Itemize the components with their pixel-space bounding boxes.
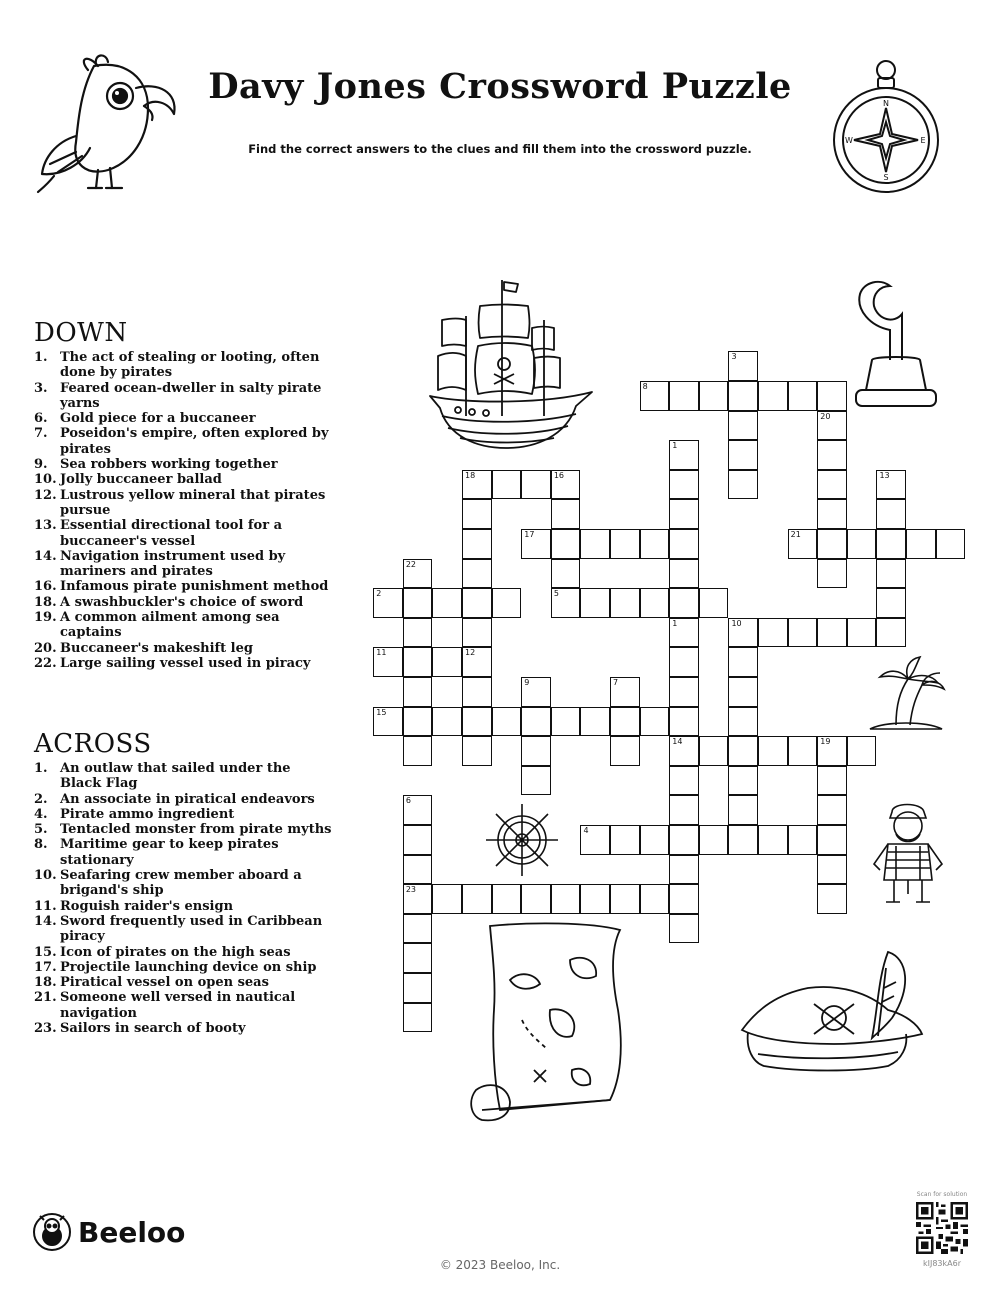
grid-cell[interactable] — [492, 884, 522, 914]
clue-text: Infamous pirate punishment method — [60, 579, 329, 595]
grid-cell[interactable] — [817, 795, 847, 825]
grid-cell[interactable] — [817, 766, 847, 796]
cell-number: 20 — [820, 411, 831, 421]
down-clue — [34, 549, 334, 580]
across-clue — [34, 807, 334, 822]
grid-cell[interactable] — [817, 499, 847, 529]
clue-number: 18. — [34, 594, 57, 610]
across-clue — [34, 822, 334, 837]
across-clue — [34, 960, 334, 975]
grid-cell[interactable] — [817, 618, 847, 648]
down-clue — [34, 656, 334, 671]
cell-number: 23 — [405, 885, 417, 895]
grid-cell[interactable] — [817, 825, 847, 855]
grid-cell[interactable] — [669, 795, 699, 825]
grid-cell[interactable] — [403, 618, 433, 648]
grid-cell[interactable] — [551, 707, 581, 737]
parrot-icon — [36, 52, 186, 197]
cell-number: 13 — [879, 470, 890, 480]
grid-cell[interactable] — [758, 825, 788, 855]
grid-cell[interactable] — [462, 647, 492, 677]
across-clue — [34, 975, 334, 990]
grid-cell[interactable] — [403, 795, 433, 825]
clue-number: 10. — [34, 868, 57, 884]
clue-text: Large sailing vessel used in piracy — [60, 655, 311, 671]
grid-cell[interactable] — [788, 736, 818, 766]
grid-cell[interactable] — [403, 825, 433, 855]
compass-e: E — [920, 136, 926, 145]
clue-number: 5. — [34, 822, 48, 838]
clue-text: An associate in piratical endeavors — [60, 791, 315, 807]
compass-w: W — [845, 136, 853, 145]
grid-cell[interactable] — [551, 470, 581, 500]
cell-number: 1 — [672, 618, 678, 628]
grid-cell[interactable] — [788, 381, 818, 411]
grid-cell[interactable] — [610, 884, 640, 914]
grid-cell[interactable] — [876, 529, 906, 559]
down-clue — [34, 595, 334, 610]
clue-text: Jolly buccaneer ballad — [60, 472, 222, 488]
clue-number: 15. — [34, 944, 57, 960]
grid-cell[interactable] — [669, 647, 699, 677]
across-clue — [34, 761, 334, 792]
grid-cell[interactable] — [462, 884, 492, 914]
grid-cell[interactable] — [699, 588, 729, 618]
grid-cell[interactable] — [876, 499, 906, 529]
grid-cell[interactable] — [788, 825, 818, 855]
grid-cell[interactable] — [403, 943, 433, 973]
clue-number: 19. — [34, 610, 57, 626]
clue-text: Sea robbers working together — [60, 457, 278, 473]
grid-cell[interactable] — [669, 855, 699, 885]
cell-number: 18 — [465, 470, 476, 480]
grid-cell[interactable] — [492, 470, 522, 500]
down-clue — [34, 472, 334, 487]
grid-cell[interactable] — [728, 351, 758, 381]
grid-cell[interactable] — [699, 736, 729, 766]
cell-number: 9 — [524, 678, 530, 688]
grid-cell[interactable] — [847, 736, 877, 766]
grid-cell[interactable] — [640, 381, 670, 411]
down-clue — [34, 411, 334, 426]
grid-cell[interactable] — [699, 825, 729, 855]
grid-cell[interactable] — [728, 470, 758, 500]
down-clue — [34, 350, 334, 381]
grid-cell[interactable] — [669, 677, 699, 707]
grid-cell[interactable] — [521, 766, 551, 796]
treasure-map-icon — [470, 920, 630, 1125]
grid-cell[interactable] — [876, 618, 906, 648]
brand-name: Beeloo — [78, 1215, 186, 1249]
down-clue-list — [34, 350, 334, 671]
bee-icon — [32, 1212, 72, 1252]
clue-number: 1. — [34, 761, 48, 776]
grid-cell[interactable] — [817, 470, 847, 500]
grid-cell[interactable] — [728, 440, 758, 470]
cell-number: 14 — [672, 737, 683, 747]
down-clue — [34, 579, 334, 594]
clue-text: Lustrous yellow mineral that pirates pursue — [60, 487, 326, 518]
down-clue — [34, 381, 334, 412]
grid-cell[interactable] — [817, 884, 847, 914]
across-clue — [34, 792, 334, 807]
clue-number: 4. — [34, 806, 48, 822]
down-clue — [34, 426, 334, 457]
grid-cell[interactable] — [432, 588, 462, 618]
clue-number: 18. — [34, 975, 57, 991]
compass-icon — [826, 58, 946, 193]
grid-cell[interactable] — [403, 914, 433, 944]
clue-number: 9. — [34, 457, 48, 473]
grid-cell[interactable] — [728, 647, 758, 677]
grid-cell[interactable] — [432, 884, 462, 914]
clue-text: Maritime gear to keep pirates stationary — [60, 837, 279, 868]
clue-number: 13. — [34, 518, 57, 534]
compass-n: N — [883, 99, 889, 108]
grid-cell[interactable] — [521, 736, 551, 766]
across-clue — [34, 837, 334, 868]
grid-cell[interactable] — [521, 677, 551, 707]
across-clue — [34, 990, 334, 1021]
grid-cell[interactable] — [403, 647, 433, 677]
grid-cell[interactable] — [728, 677, 758, 707]
across-heading: ACROSS — [34, 729, 152, 759]
clue-text: Feared ocean-dweller in salty pirate yarns — [60, 380, 322, 411]
grid-cell[interactable] — [462, 618, 492, 648]
grid-cell[interactable] — [462, 470, 492, 500]
grid-cell[interactable] — [817, 529, 847, 559]
grid-cell[interactable] — [521, 707, 551, 737]
cell-number: 21 — [790, 530, 801, 540]
grid-cell[interactable] — [699, 381, 729, 411]
clue-number: 7. — [34, 426, 48, 442]
grid-cell[interactable] — [640, 825, 670, 855]
pirate-man-icon — [870, 798, 946, 910]
grid-cell[interactable] — [669, 884, 699, 914]
grid-cell[interactable] — [728, 618, 758, 648]
grid-cell[interactable] — [492, 707, 522, 737]
grid-cell[interactable] — [758, 618, 788, 648]
grid-cell[interactable] — [403, 559, 433, 589]
across-clue — [34, 868, 334, 899]
clue-text: Navigation instrument used by mariners and pirates — [60, 548, 286, 580]
grid-cell[interactable] — [728, 766, 758, 796]
grid-cell[interactable] — [432, 707, 462, 737]
cell-number: 6 — [405, 796, 411, 806]
grid-cell[interactable] — [640, 707, 670, 737]
clue-number: 14. — [34, 548, 57, 564]
grid-cell[interactable] — [669, 381, 699, 411]
grid-cell[interactable] — [403, 855, 433, 885]
cell-number: 22 — [405, 559, 417, 569]
clue-text: Piratical vessel on open seas — [60, 975, 269, 991]
clue-text: Tentacled monster from pirate myths — [60, 822, 332, 838]
pirate-ship-icon — [426, 276, 596, 461]
clue-number: 3. — [34, 380, 48, 396]
grid-cell[interactable] — [551, 499, 581, 529]
qr-code-icon[interactable] — [916, 1202, 968, 1254]
clue-number: 12. — [34, 487, 57, 503]
grid-cell[interactable] — [847, 529, 877, 559]
grid-cell[interactable] — [669, 736, 699, 766]
clue-text: Pirate ammo ingredient — [60, 806, 235, 822]
across-clues-panel — [34, 729, 334, 1036]
clue-number: 23. — [34, 1021, 57, 1037]
grid-cell[interactable] — [403, 588, 433, 618]
grid-cell[interactable] — [728, 411, 758, 441]
clue-number: 1. — [34, 350, 48, 365]
grid-cell[interactable] — [432, 647, 462, 677]
grid-cell[interactable] — [936, 529, 966, 559]
compass-s: S — [883, 173, 889, 182]
copyright: © 2023 Beeloo, Inc. — [439, 1258, 561, 1272]
grid-cell[interactable] — [462, 707, 492, 737]
grid-cell[interactable] — [640, 588, 670, 618]
grid-cell[interactable] — [817, 855, 847, 885]
grid-cell[interactable] — [610, 588, 640, 618]
grid-cell[interactable] — [758, 381, 788, 411]
down-heading: DOWN — [34, 318, 128, 348]
cell-number: 1 — [672, 441, 678, 451]
across-clue — [34, 914, 334, 945]
grid-cell[interactable] — [551, 559, 581, 589]
ship-wheel-icon — [484, 802, 560, 878]
clue-text: Roguish raider's ensign — [60, 898, 234, 914]
across-clue — [34, 945, 334, 960]
beeloo-logo — [32, 1212, 185, 1252]
grid-cell[interactable] — [640, 529, 670, 559]
grid-cell[interactable] — [462, 736, 492, 766]
grid-cell[interactable] — [580, 825, 610, 855]
grid-cell[interactable] — [551, 529, 581, 559]
clue-text: The act of stealing or looting, often done by pirates — [60, 350, 320, 381]
hook-icon — [850, 280, 940, 410]
down-clue — [34, 518, 334, 549]
clue-number: 14. — [34, 913, 57, 929]
cell-number: 3 — [731, 352, 737, 362]
grid-cell[interactable] — [669, 707, 699, 737]
clue-text: Icon of pirates on the high seas — [60, 944, 291, 960]
cell-number: 16 — [553, 470, 565, 480]
clue-text: Buccaneer's makeshift leg — [60, 640, 253, 656]
grid-cell[interactable] — [462, 499, 492, 529]
cell-number: 2 — [376, 589, 382, 599]
grid-cell[interactable] — [669, 914, 699, 944]
grid-cell[interactable] — [403, 973, 433, 1003]
clue-text: A swashbuckler's choice of sword — [60, 594, 304, 610]
grid-cell[interactable] — [373, 647, 403, 677]
grid-cell[interactable] — [817, 559, 847, 589]
cell-number: 19 — [820, 737, 831, 747]
down-clue — [34, 610, 334, 641]
grid-cell[interactable] — [817, 440, 847, 470]
grid-cell[interactable] — [788, 529, 818, 559]
cell-number: 12 — [465, 648, 476, 658]
cell-number: 8 — [642, 382, 648, 392]
grid-cell[interactable] — [521, 470, 551, 500]
grid-cell[interactable] — [728, 825, 758, 855]
grid-cell[interactable] — [817, 411, 847, 441]
grid-cell[interactable] — [728, 736, 758, 766]
palm-island-icon — [866, 655, 946, 735]
grid-cell[interactable] — [906, 529, 936, 559]
grid-cell[interactable] — [610, 529, 640, 559]
grid-cell[interactable] — [403, 707, 433, 737]
clue-text: A common ailment among sea captains — [60, 610, 280, 641]
grid-cell[interactable] — [669, 618, 699, 648]
cell-number: 11 — [376, 648, 387, 658]
pirate-hat-icon — [738, 948, 928, 1078]
grid-cell[interactable] — [640, 884, 670, 914]
instructions: Find the correct answers to the clues and fill them into the crossword puzzle. — [248, 142, 752, 156]
clue-text: Sword frequently used in Caribbean piracy — [60, 913, 323, 945]
grid-cell[interactable] — [876, 559, 906, 589]
grid-cell[interactable] — [403, 1003, 433, 1033]
grid-cell[interactable] — [403, 677, 433, 707]
grid-cell[interactable] — [551, 884, 581, 914]
grid-cell[interactable] — [462, 529, 492, 559]
grid-cell[interactable] — [669, 588, 699, 618]
across-clue-list — [34, 761, 334, 1036]
grid-cell[interactable] — [403, 736, 433, 766]
grid-cell[interactable] — [669, 559, 699, 589]
grid-cell[interactable] — [847, 618, 877, 648]
grid-cell[interactable] — [669, 766, 699, 796]
grid-cell[interactable] — [728, 707, 758, 737]
down-clues-panel — [34, 318, 334, 671]
clue-number: 20. — [34, 640, 57, 656]
clue-number: 17. — [34, 959, 57, 975]
across-clue — [34, 1021, 334, 1036]
page-title: Davy Jones Crossword Puzzle — [208, 66, 792, 107]
clue-number: 11. — [34, 898, 57, 914]
grid-cell[interactable] — [669, 499, 699, 529]
across-clue — [34, 899, 334, 914]
clue-number: 16. — [34, 579, 57, 595]
grid-cell[interactable] — [462, 677, 492, 707]
clue-number: 2. — [34, 791, 48, 807]
grid-cell[interactable] — [610, 707, 640, 737]
clue-text: Essential directional tool for a buccaneer's vessel — [60, 518, 282, 549]
grid-cell[interactable] — [521, 884, 551, 914]
grid-cell[interactable] — [610, 677, 640, 707]
grid-cell[interactable] — [876, 470, 906, 500]
grid-cell[interactable] — [492, 588, 522, 618]
grid-cell[interactable] — [580, 707, 610, 737]
clue-number: 22. — [34, 655, 57, 671]
grid-cell[interactable] — [728, 381, 758, 411]
clue-text: Seafaring crew member aboard a brigand's ship — [60, 868, 302, 899]
grid-cell[interactable] — [758, 736, 788, 766]
down-clue — [34, 488, 334, 519]
grid-cell[interactable] — [610, 825, 640, 855]
grid-cell[interactable] — [462, 559, 492, 589]
grid-cell[interactable] — [462, 588, 492, 618]
grid-cell[interactable] — [580, 529, 610, 559]
clue-text: An outlaw that sailed under the Black Flag — [60, 761, 291, 792]
clue-text: Projectile launching device on ship — [60, 959, 317, 975]
clue-number: 21. — [34, 990, 57, 1006]
grid-cell[interactable] — [580, 884, 610, 914]
grid-cell[interactable] — [817, 381, 847, 411]
grid-cell[interactable] — [876, 588, 906, 618]
grid-cell[interactable] — [788, 618, 818, 648]
grid-cell[interactable] — [669, 440, 699, 470]
grid-cell[interactable] — [669, 470, 699, 500]
cell-number: 5 — [553, 589, 559, 599]
grid-cell[interactable] — [373, 588, 403, 618]
down-clue — [34, 457, 334, 472]
grid-cell[interactable] — [728, 795, 758, 825]
grid-cell[interactable] — [521, 529, 551, 559]
clue-number: 8. — [34, 837, 48, 853]
cell-number: 4 — [583, 826, 589, 836]
grid-cell[interactable] — [817, 736, 847, 766]
clue-number: 10. — [34, 472, 57, 488]
cell-number: 10 — [731, 618, 742, 628]
grid-cell[interactable] — [610, 736, 640, 766]
scan-label: Scan for solution — [916, 1191, 968, 1198]
clue-number: 6. — [34, 411, 48, 427]
clue-text: Poseidon's empire, often explored by pirates — [60, 426, 329, 457]
grid-cell[interactable] — [403, 884, 433, 914]
grid-cell[interactable] — [551, 588, 581, 618]
grid-cell[interactable] — [580, 588, 610, 618]
grid-cell[interactable] — [669, 825, 699, 855]
clue-text: Gold piece for a buccaneer — [60, 411, 256, 427]
cell-number: 7 — [613, 678, 619, 688]
grid-cell[interactable] — [669, 529, 699, 559]
puzzle-code: kIJ83kA6r — [922, 1259, 961, 1268]
grid-cell[interactable] — [373, 707, 403, 737]
clue-text: Sailors in search of booty — [60, 1021, 246, 1037]
down-clue — [34, 641, 334, 656]
cell-number: 17 — [524, 530, 535, 540]
clue-text: Someone well versed in nautical navigation — [60, 990, 296, 1021]
cell-number: 15 — [376, 707, 387, 717]
